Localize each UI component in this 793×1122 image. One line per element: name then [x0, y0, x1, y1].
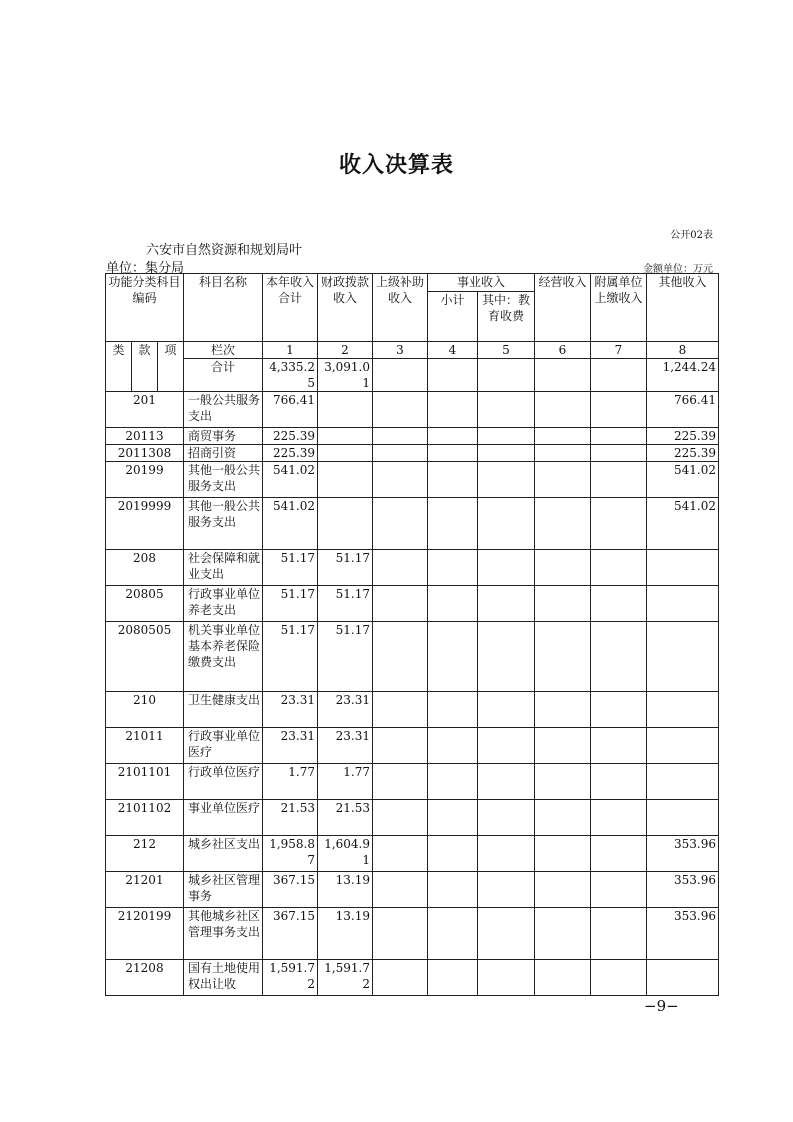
col-num: 6	[535, 342, 591, 359]
row-total: 21.53	[263, 800, 318, 836]
row-subject-name: 国有土地使用权出让收	[184, 960, 263, 996]
table-row	[106, 800, 719, 836]
header-affiliated: 附属单位上缴收入	[591, 274, 647, 342]
row-other: 353.96	[647, 908, 719, 960]
row-fiscal: 51.17	[318, 586, 373, 622]
table-row	[106, 692, 719, 728]
row-subtotal	[428, 392, 478, 428]
row-fiscal: 51.17	[318, 622, 373, 692]
page-title: 收入决算表	[338, 153, 454, 178]
total-upper-cell	[373, 359, 428, 392]
row-edu	[478, 445, 535, 462]
row-operating	[535, 586, 591, 622]
header-subtotal: 小计	[428, 292, 478, 342]
row-subject-name: 事业单位医疗	[184, 800, 263, 836]
row-fiscal	[318, 428, 373, 445]
total-label: 合计	[184, 359, 263, 392]
row-upper	[373, 462, 428, 498]
row-operating	[535, 728, 591, 764]
total-operating-cell	[535, 359, 591, 392]
header-operating: 经营收入	[535, 274, 591, 342]
row-affiliated	[591, 622, 647, 692]
row-edu	[478, 498, 535, 550]
row-subject-name: 其他一般公共服务支出	[184, 498, 263, 550]
row-subject-name: 社会保障和就业支出	[184, 550, 263, 586]
row-fiscal: 23.31	[318, 692, 373, 728]
row-subject-name: 卫生健康支出	[184, 692, 263, 728]
row-code: 2120199	[106, 908, 184, 960]
row-subject-name: 城乡社区管理事务	[184, 872, 263, 908]
header-col-label: 栏次	[184, 342, 263, 359]
row-upper	[373, 800, 428, 836]
page-number: −9−	[644, 997, 679, 1015]
row-total: 51.17	[263, 622, 318, 692]
header-upper-subsidy: 上级补助收入	[373, 274, 428, 342]
row-affiliated	[591, 392, 647, 428]
row-upper	[373, 764, 428, 800]
unit-name-line2: 单位：集分局	[106, 261, 185, 276]
row-affiliated	[591, 692, 647, 728]
total-edu-cell	[478, 359, 535, 392]
row-upper	[373, 960, 428, 996]
unit-name-line1: 六安市自然资源和规划局叶	[146, 243, 303, 258]
row-affiliated	[591, 836, 647, 872]
row-operating	[535, 692, 591, 728]
row-total: 51.17	[263, 550, 318, 586]
row-affiliated	[591, 872, 647, 908]
row-upper	[373, 836, 428, 872]
row-code: 2019999	[106, 498, 184, 550]
col-num: 8	[647, 342, 719, 359]
row-code: 2011308	[106, 445, 184, 462]
table-row	[106, 836, 719, 872]
row-other	[647, 550, 719, 586]
row-affiliated	[591, 800, 647, 836]
row-subject-name: 商贸事务	[184, 428, 263, 445]
row-subtotal	[428, 800, 478, 836]
row-other: 766.41	[647, 392, 719, 428]
row-subtotal	[428, 692, 478, 728]
row-subtotal	[428, 622, 478, 692]
header-kuan: 款	[132, 342, 158, 392]
row-other: 353.96	[647, 872, 719, 908]
row-fiscal: 23.31	[318, 728, 373, 764]
income-table	[105, 273, 719, 996]
row-code: 21011	[106, 728, 184, 764]
row-operating	[535, 622, 591, 692]
row-edu	[478, 836, 535, 872]
form-number: 公开02表	[670, 230, 713, 241]
row-affiliated	[591, 908, 647, 960]
table-row	[106, 728, 719, 764]
table-row	[106, 960, 719, 996]
table-row	[106, 392, 719, 428]
row-subtotal	[428, 764, 478, 800]
row-subtotal	[428, 586, 478, 622]
table-row	[106, 586, 719, 622]
total-affiliated-cell	[591, 359, 647, 392]
row-subtotal	[428, 836, 478, 872]
row-code: 20113	[106, 428, 184, 445]
total-other-cell: 1,244.24	[647, 359, 719, 392]
row-affiliated	[591, 498, 647, 550]
table-row	[106, 498, 719, 550]
row-upper	[373, 728, 428, 764]
row-upper	[373, 428, 428, 445]
row-subtotal	[428, 462, 478, 498]
table-row	[106, 550, 719, 586]
header-of-which-edu: 其中：教育收费	[478, 292, 535, 342]
row-total: 23.31	[263, 692, 318, 728]
col-num: 1	[263, 342, 318, 359]
row-operating	[535, 550, 591, 586]
row-other: 541.02	[647, 462, 719, 498]
total-fiscal-cell: 3,091.01	[318, 359, 373, 392]
total-subtotal-cell	[428, 359, 478, 392]
row-operating	[535, 836, 591, 872]
row-subject-name: 一般公共服务支出	[184, 392, 263, 428]
row-total: 51.17	[263, 586, 318, 622]
row-code: 20805	[106, 586, 184, 622]
row-affiliated	[591, 728, 647, 764]
row-affiliated	[591, 428, 647, 445]
row-edu	[478, 728, 535, 764]
row-edu	[478, 462, 535, 498]
row-subject-name: 行政单位医疗	[184, 764, 263, 800]
row-operating	[535, 462, 591, 498]
row-fiscal: 1.77	[318, 764, 373, 800]
row-total: 367.15	[263, 872, 318, 908]
row-subtotal	[428, 872, 478, 908]
row-total: 367.15	[263, 908, 318, 960]
row-fiscal: 1,604.91	[318, 836, 373, 872]
row-other: 541.02	[647, 498, 719, 550]
row-edu	[478, 586, 535, 622]
row-upper	[373, 445, 428, 462]
row-edu	[478, 550, 535, 586]
row-total: 541.02	[263, 462, 318, 498]
row-total: 225.39	[263, 428, 318, 445]
row-edu	[478, 392, 535, 428]
row-affiliated	[591, 586, 647, 622]
row-fiscal: 13.19	[318, 872, 373, 908]
row-other	[647, 764, 719, 800]
row-code: 21208	[106, 960, 184, 996]
row-upper	[373, 392, 428, 428]
row-other	[647, 800, 719, 836]
col-num: 4	[428, 342, 478, 359]
row-upper	[373, 908, 428, 960]
row-upper	[373, 622, 428, 692]
row-other	[647, 728, 719, 764]
table-row	[106, 445, 719, 462]
row-total: 225.39	[263, 445, 318, 462]
row-operating	[535, 872, 591, 908]
row-fiscal	[318, 498, 373, 550]
row-subtotal	[428, 960, 478, 996]
row-total: 1,591.72	[263, 960, 318, 996]
header-xiang: 项	[158, 342, 184, 392]
header-fiscal: 财政拨款收入	[318, 274, 373, 342]
col-num: 3	[373, 342, 428, 359]
row-fiscal	[318, 462, 373, 498]
row-affiliated	[591, 462, 647, 498]
header-other: 其他收入	[647, 274, 719, 342]
row-edu	[478, 800, 535, 836]
row-total: 1.77	[263, 764, 318, 800]
row-upper	[373, 586, 428, 622]
row-fiscal: 1,591.72	[318, 960, 373, 996]
header-total: 本年收入合计	[263, 274, 318, 342]
row-subject-name: 机关事业单位基本养老保险缴费支出	[184, 622, 263, 692]
total-row	[106, 359, 719, 392]
row-edu	[478, 692, 535, 728]
row-total: 541.02	[263, 498, 318, 550]
row-subject-name: 城乡社区支出	[184, 836, 263, 872]
row-affiliated	[591, 764, 647, 800]
row-edu	[478, 622, 535, 692]
total-cell: 4,335.25	[263, 359, 318, 392]
row-edu	[478, 872, 535, 908]
row-code: 212	[106, 836, 184, 872]
row-fiscal: 51.17	[318, 550, 373, 586]
row-other: 225.39	[647, 428, 719, 445]
row-subject-name: 行政事业单位养老支出	[184, 586, 263, 622]
row-other	[647, 622, 719, 692]
row-operating	[535, 445, 591, 462]
row-code: 21201	[106, 872, 184, 908]
row-operating	[535, 392, 591, 428]
row-operating	[535, 800, 591, 836]
row-subtotal	[428, 550, 478, 586]
row-other	[647, 586, 719, 622]
row-upper	[373, 550, 428, 586]
row-subtotal	[428, 498, 478, 550]
col-num: 2	[318, 342, 373, 359]
row-code: 2080505	[106, 622, 184, 692]
row-code: 20199	[106, 462, 184, 498]
row-subtotal	[428, 908, 478, 960]
table-row	[106, 622, 719, 692]
row-fiscal	[318, 445, 373, 462]
col-num: 5	[478, 342, 535, 359]
header-lei: 类	[106, 342, 132, 392]
table-row	[106, 764, 719, 800]
table-row	[106, 908, 719, 960]
col-num: 7	[591, 342, 647, 359]
row-fiscal: 21.53	[318, 800, 373, 836]
row-edu	[478, 764, 535, 800]
row-subtotal	[428, 445, 478, 462]
row-total: 1,958.87	[263, 836, 318, 872]
row-subtotal	[428, 428, 478, 445]
header-business-group: 事业收入	[428, 274, 535, 292]
row-edu	[478, 428, 535, 445]
row-other	[647, 960, 719, 996]
row-subtotal	[428, 728, 478, 764]
table-row	[106, 462, 719, 498]
amount-unit: 金额单位：万元	[643, 264, 713, 275]
row-code: 208	[106, 550, 184, 586]
row-edu	[478, 960, 535, 996]
header-func-code: 功能分类科目编码	[106, 274, 184, 342]
row-operating	[535, 428, 591, 445]
row-total: 23.31	[263, 728, 318, 764]
row-other	[647, 692, 719, 728]
row-fiscal	[318, 392, 373, 428]
row-operating	[535, 498, 591, 550]
row-operating	[535, 908, 591, 960]
row-other: 225.39	[647, 445, 719, 462]
table-row	[106, 872, 719, 908]
row-affiliated	[591, 445, 647, 462]
row-subject-name: 其他一般公共服务支出	[184, 462, 263, 498]
row-subject-name: 行政事业单位医疗	[184, 728, 263, 764]
row-upper	[373, 498, 428, 550]
table-row	[106, 428, 719, 445]
row-code: 2101101	[106, 764, 184, 800]
header-subject-name: 科目名称	[184, 274, 263, 342]
row-subject-name: 其他城乡社区管理事务支出	[184, 908, 263, 960]
row-code: 201	[106, 392, 184, 428]
row-operating	[535, 960, 591, 996]
row-upper	[373, 692, 428, 728]
row-edu	[478, 908, 535, 960]
row-upper	[373, 872, 428, 908]
row-code: 2101102	[106, 800, 184, 836]
row-subject-name: 招商引资	[184, 445, 263, 462]
row-operating	[535, 764, 591, 800]
row-affiliated	[591, 960, 647, 996]
row-total: 766.41	[263, 392, 318, 428]
row-other: 353.96	[647, 836, 719, 872]
row-affiliated	[591, 550, 647, 586]
row-fiscal: 13.19	[318, 908, 373, 960]
row-code: 210	[106, 692, 184, 728]
